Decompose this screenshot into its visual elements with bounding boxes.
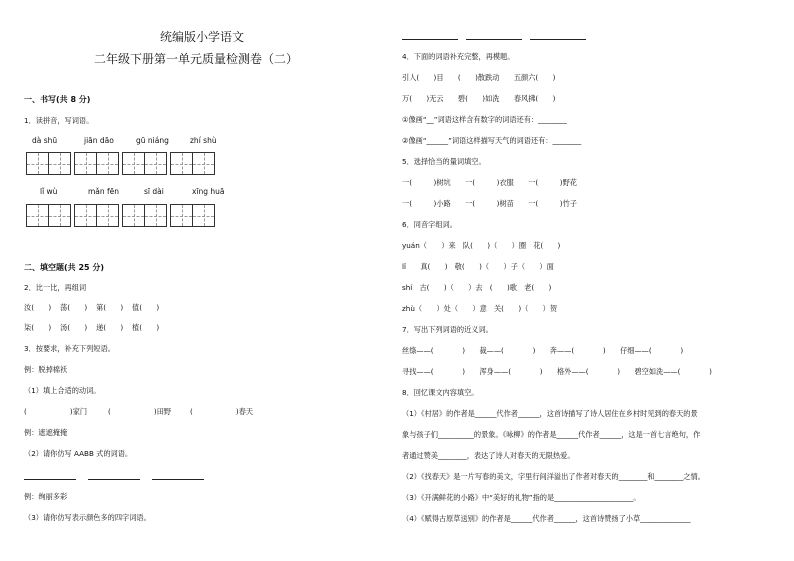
- answer-blank[interactable]: [24, 478, 76, 480]
- writing-cell-pair[interactable]: [74, 204, 119, 227]
- answer-blank[interactable]: [402, 38, 458, 40]
- q8-2[interactable]: （2）《找春天》是一片写春的美文，字里行间洋溢出了作者对春天的________和________之情。: [402, 472, 705, 481]
- example-3: 例：绚丽多彩: [24, 492, 68, 501]
- pinyin-7: sī dài: [144, 187, 164, 196]
- q8-1-line-1[interactable]: （1）《村居》的作者是______代作者______，这首诗描写了诗人居住在乡村时见到的春天的景: [402, 409, 698, 418]
- section-fill-blank: 二、填空题(共 25 分): [24, 263, 105, 272]
- q6-row[interactable]: shí 古( )（ ）去 ( )歌 老( ): [402, 283, 552, 292]
- writing-cell-pair[interactable]: [26, 204, 71, 227]
- q4-sub-b[interactable]: ②像画“______”词语这样描写天气的词语还有：________: [402, 136, 582, 145]
- q5-row[interactable]: 一( )树坑 一( )衣服 一( )野花: [402, 178, 577, 187]
- q8-4[interactable]: （4）《赋得古原草送别》的作者是______代作者______，这首诗赞扬了小草______________: [402, 514, 691, 523]
- writing-cell-pair[interactable]: [122, 152, 167, 175]
- page-subtitle: 二年级下册第一单元质量检测卷（二）: [94, 52, 299, 66]
- question-6: 6．同音字组词。: [402, 220, 457, 229]
- q4-row[interactable]: 引人( )目 ( )散跌动 五颜六( ): [402, 73, 556, 82]
- question-8: 8．回忆课文内容填空。: [402, 388, 479, 397]
- pinyin-5: lǐ wù: [40, 187, 58, 196]
- q6-row[interactable]: yuán（ ）来 队( )（ ）圈 花( ): [402, 241, 561, 250]
- q2-item[interactable]: 汝( ): [24, 303, 52, 312]
- q8-3[interactable]: （3）《开满鲜花的小路》中“美好的礼物”指的是______________________。: [402, 493, 641, 502]
- pinyin-2: jiān dāo: [84, 136, 114, 145]
- question-4: 4．下面的词语补充完整，再模题。: [402, 52, 515, 61]
- answer-blank[interactable]: [466, 38, 522, 40]
- q2-item[interactable]: 第( ): [96, 303, 124, 312]
- writing-cell-pair[interactable]: [170, 152, 215, 175]
- q8-1-line-2[interactable]: 象与孩子们__________的景象。《咏柳》的作者是______代作者______，这是一首七言绝句，作: [402, 430, 701, 439]
- example-2: 例：遮遮掩掩: [24, 428, 68, 437]
- q7-row[interactable]: 丝绦——( ) 裁——( ) 奔——( ) 仔细——( ): [402, 346, 684, 355]
- q7-row[interactable]: 寻找——( ) 浑身——( ) 格外——( ) 碧空如洗——( ): [402, 367, 712, 376]
- question-3-1: （1）填上合适的动词。: [24, 386, 101, 395]
- pinyin-3: gū niáng: [136, 136, 169, 145]
- writing-cell-pair[interactable]: [26, 152, 71, 175]
- q2-item[interactable]: 荡( ): [60, 303, 88, 312]
- q4-sub-a[interactable]: ①像画“__”词语这样含有数字的词语还有：________: [402, 115, 567, 124]
- writing-grid-row-2: [26, 204, 215, 227]
- pinyin-6: mǎn fēn: [88, 187, 120, 196]
- writing-grid-row-1: [26, 152, 215, 175]
- question-3-2: （2）请你仿写 AABB 式的词语。: [24, 449, 133, 458]
- q3-1-item[interactable]: ( )春天: [190, 407, 254, 416]
- question-2: 2．比一比，再组词: [24, 283, 87, 292]
- question-7: 7．写出下列词语的近义词。: [402, 325, 493, 334]
- section-writing: 一、书写(共 8 分): [24, 95, 91, 104]
- page-title: 统编版小学语文: [160, 30, 245, 44]
- writing-cell-pair[interactable]: [74, 152, 119, 175]
- question-3: 3．按要求，补充下列短语。: [24, 344, 115, 353]
- question-3-3: （3）请你仿写表示颜色多的四字词语。: [24, 513, 151, 522]
- q3-1-item[interactable]: ( )田野: [108, 407, 172, 416]
- q2-item[interactable]: 值( ): [132, 303, 160, 312]
- writing-cell-pair[interactable]: [170, 204, 215, 227]
- example-1: 例：脱掉棉袄: [24, 365, 68, 374]
- q6-row[interactable]: lǐ 真( ) 敬( )（ ）子（ ）面: [402, 262, 554, 271]
- writing-cell-pair[interactable]: [122, 204, 167, 227]
- q5-row[interactable]: 一( )小路 一( )树苗 一( )竹子: [402, 199, 577, 208]
- q2-item[interactable]: 汤( ): [60, 323, 88, 332]
- q6-row[interactable]: zhù（ ）处（ ）意 关( )（ ）贺: [402, 304, 558, 313]
- q2-item[interactable]: 柒( ): [24, 323, 52, 332]
- pinyin-4: zhí shù: [190, 136, 217, 145]
- q8-1-line-3[interactable]: 者通过赞美________，表达了诗人对春天的无限热爱。: [402, 451, 575, 460]
- answer-blank[interactable]: [530, 38, 586, 40]
- q2-item[interactable]: 植( ): [132, 323, 160, 332]
- pinyin-1: dà shū: [32, 136, 58, 145]
- answer-blank[interactable]: [152, 478, 204, 480]
- q4-row[interactable]: 万( )无云 碧( )如洗 春风拂( ): [402, 94, 556, 103]
- question-5: 5．选择恰当的量词填空。: [402, 157, 486, 166]
- q3-1-item[interactable]: ( )家门: [24, 407, 88, 416]
- question-1: 1．读拼音，写词语。: [24, 116, 94, 125]
- q2-item[interactable]: 递( ): [96, 323, 124, 332]
- pinyin-8: xīng huā: [192, 187, 225, 196]
- answer-blank[interactable]: [88, 478, 140, 480]
